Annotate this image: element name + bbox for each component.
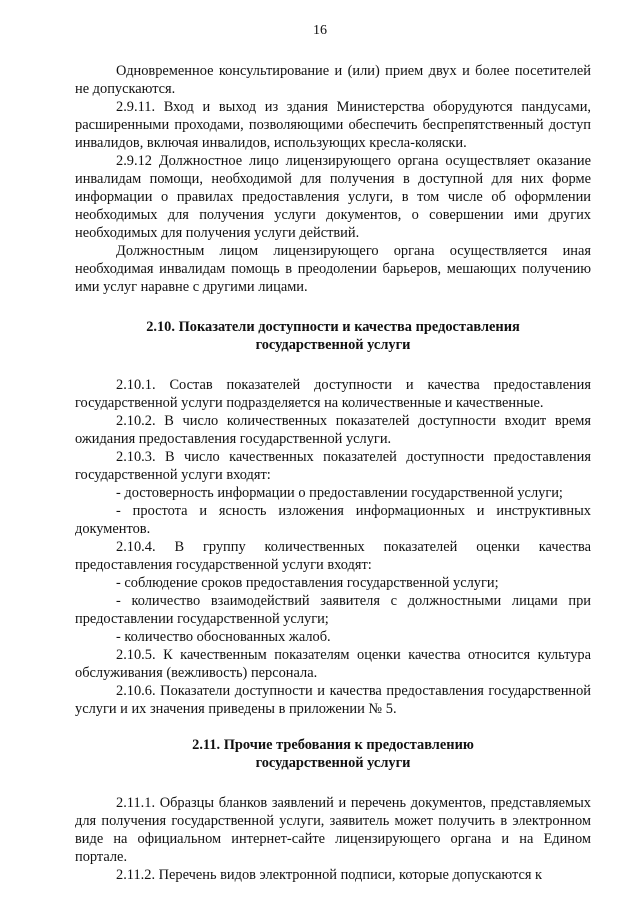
paragraph: - количество взаимодействий заявителя с должностными лицами при предоставлении государственной услуги; [75,593,591,627]
paragraph: - простота и ясность изложения информационных и инструктивных документов. [75,503,591,537]
heading-line: 2.11. Прочие требования к предоставлению [192,737,474,753]
paragraph: 2.10.3. В число качественных показателей доступности предоставления государственной услуги входят: [75,449,591,483]
spacer [75,354,591,376]
paragraph: Должностным лицом лицензирующего органа осуществляется иная необходимая инвалидам помощь в преодолении барьеров, мешающих получению ими услуг наравне с другими лицами. [75,243,591,295]
paragraph: - количество обоснованных жалоб. [116,629,331,645]
paragraph: 2.9.12 Должностное лицо лицензирующего органа осуществляет оказание инвалидам помощи, необходимой для получения в доступной для них форме информации о правилах предоставления услуги, в том числе об оформлении необходимых для получения услуги документов, о совершении ими других необходимых для получения услуги действий. [75,153,591,241]
paragraph: 2.10.4. В группу количественных показателей оценки качества предоставления государственной услуги входят: [75,539,591,573]
paragraph: 2.10.1. Состав показателей доступности и качества предоставления государственной услуги подразделяется на количественные и качественные. [75,377,591,411]
paragraph-group [75,794,591,884]
paragraph: 2.10.5. К качественным показателям оценки качества относится культура обслуживания (вежливость) персонала. [75,647,591,681]
spacer [75,718,591,736]
page-number: 16 [313,23,327,38]
paragraph: - достоверность информации о предоставлении государственной услуги; [116,485,563,501]
section-heading-2-11 [75,736,591,772]
paragraph: 2.11.2. Перечень видов электронной подписи, которые допускаются к [116,867,543,883]
paragraph: 2.11.1. Образцы бланков заявлений и перечень документов, представляемых для получения государственной услуги, заявитель может получить в электронном виде на официальном интернет-сайте лицензирующего органа и на Едином портале. [75,795,591,865]
paragraph: 2.10.6. Показатели доступности и качества предоставления государственной услуги и их значения приведены в приложении № 5. [75,683,591,717]
paragraph: - соблюдение сроков предоставления государственной услуги; [116,575,499,591]
spacer [75,296,591,318]
paragraph-group [75,376,591,718]
heading-line: государственной услуги [255,755,411,771]
paragraph: 2.10.2. В число количественных показателей доступности входит время ожидания предоставления государственной услуги. [75,413,591,447]
heading-line: 2.10. Показатели доступности и качества предоставления [146,319,520,335]
paragraph: 2.9.11. Вход и выход из здания Министерства оборудуются пандусами, расширенными проходами, позволяющими обеспечить беспрепятственный доступ инвалидов, включая инвалидов, использующих кресла-коляски. [75,99,591,151]
paragraph-group [75,62,591,296]
page-content [75,62,591,884]
spacer [75,772,591,794]
section-heading-2-10 [75,318,591,354]
paragraph: Одновременное консультирование и (или) прием двух и более посетителей не допускаются. [75,63,591,97]
heading-line: государственной услуги [255,337,411,353]
